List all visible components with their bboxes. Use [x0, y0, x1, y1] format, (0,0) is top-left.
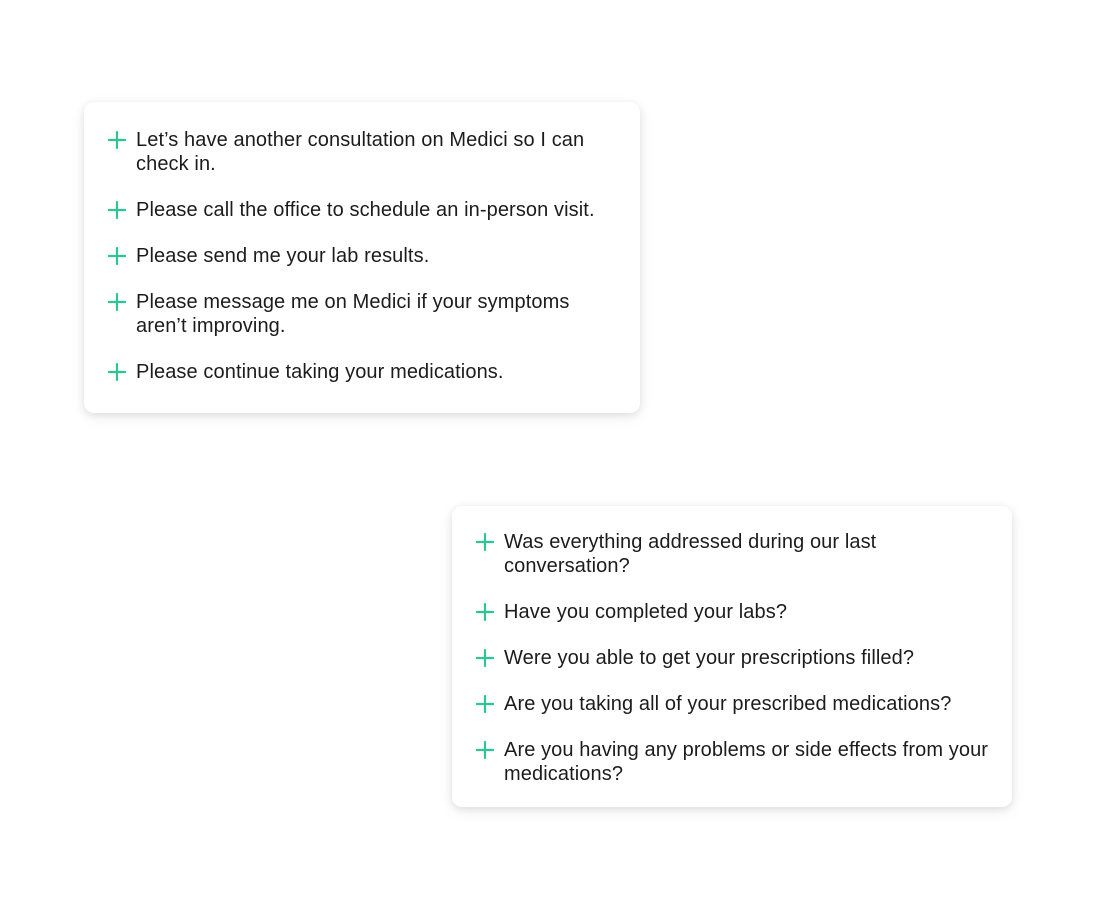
- suggestion-label: Please call the office to schedule an in-person visit.: [136, 199, 595, 221]
- suggestion-item-lab-results[interactable]: [108, 244, 620, 268]
- suggestion-item-side-effects[interactable]: [476, 738, 992, 786]
- plus-icon: [108, 363, 126, 381]
- suggestion-label: Was everything addressed during our last conversation?: [504, 531, 877, 577]
- suggestion-label: Were you able to get your prescriptions filled?: [504, 647, 915, 669]
- suggestion-label: Are you taking all of your prescribed medications?: [504, 693, 952, 715]
- suggestion-label: Please message me on Medici if your symptoms aren’t improving.: [136, 291, 570, 337]
- suggestion-label: Please send me your lab results.: [136, 245, 430, 267]
- suggestion-label: Have you completed your labs?: [504, 601, 788, 623]
- suggestion-item-consultation[interactable]: [108, 128, 620, 176]
- followup-question-suggestions-card: [452, 506, 1012, 807]
- suggestion-item-prescriptions-filled[interactable]: [476, 646, 992, 670]
- provider-message-suggestions-card: [84, 102, 640, 413]
- plus-icon: [476, 695, 494, 713]
- plus-icon: [108, 201, 126, 219]
- plus-icon: [476, 533, 494, 551]
- plus-icon: [108, 131, 126, 149]
- plus-icon: [476, 649, 494, 667]
- plus-icon: [476, 603, 494, 621]
- suggestion-item-schedule-visit[interactable]: [108, 198, 620, 222]
- plus-icon: [476, 741, 494, 759]
- plus-icon: [108, 247, 126, 265]
- suggestion-label: Are you having any problems or side effects from your medications?: [504, 739, 989, 785]
- suggestion-item-completed-labs[interactable]: [476, 600, 992, 624]
- suggestion-item-continue-medications[interactable]: [108, 360, 620, 384]
- plus-icon: [108, 293, 126, 311]
- suggestion-label: Please continue taking your medications.: [136, 361, 504, 383]
- suggestion-label: Let’s have another consultation on Medici so I can check in.: [136, 129, 585, 175]
- suggestion-item-taking-medications[interactable]: [476, 692, 992, 716]
- suggestion-item-everything-addressed[interactable]: [476, 530, 992, 578]
- suggestion-item-message-symptoms[interactable]: [108, 290, 620, 338]
